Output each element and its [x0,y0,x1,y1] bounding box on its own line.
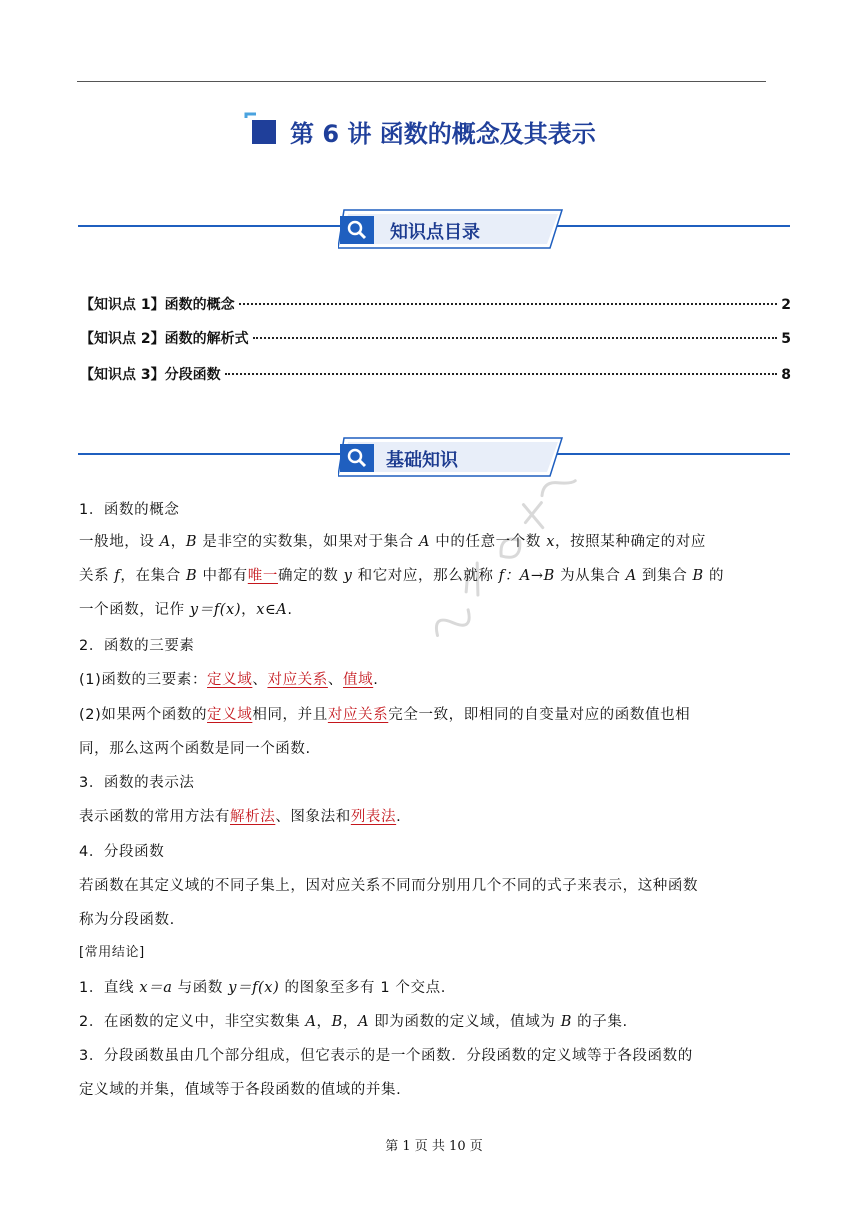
set-a: A [419,534,431,550]
text: 是非空的实数集，如果对于集合 [197,534,419,550]
elements-line-3: 同，那么这两个函数是同一个函数. [79,741,311,757]
text: 相同，并且 [252,707,328,723]
set-a: A [358,1014,370,1030]
text: ，按照某种确定的对应 [554,534,706,550]
text: . [373,672,379,688]
elements-line-2 [79,699,791,731]
definition-line-3 [79,594,791,626]
text: 为从集合 [554,568,626,584]
text: 和它对应，那么就称 [352,568,499,584]
function-notation: y＝f(x) [189,602,242,618]
text: 确定的数 [277,568,344,584]
text: . [287,602,293,618]
set-a: A [305,1014,317,1030]
toc-item-label: 【知识点 1】函数的概念 [80,297,235,313]
page-title: 第 6 讲 函数的概念及其表示 [290,120,596,148]
toc-item-3[interactable] [80,364,791,388]
representation-line [79,801,791,833]
keyword-tabular: 列表法 [350,809,397,825]
text: 到集合 [636,568,693,584]
text: 1．直线 [79,980,140,996]
set-b: B [560,1014,572,1030]
common-conclusions-label: [常用结论] [79,945,145,960]
heading-piecewise: 4．分段函数 [79,844,165,860]
toc-item-page: 2 [781,297,791,313]
heading-representation: 3．函数的表示法 [79,775,195,791]
set-b: B [692,568,704,584]
definition-line-2 [79,560,791,592]
toc-item-2[interactable] [80,328,791,352]
keyword-analytic: 解析法 [230,809,276,825]
text: ， [316,1014,332,1030]
text: ，在集合 [120,568,186,584]
toc-item-label: 【知识点 3】分段函数 [80,367,221,383]
set-a: A [159,534,171,550]
text: 中都有 [197,568,248,584]
text: 的 [703,568,725,584]
header-rule [77,81,766,82]
mapping: f：A→B [498,568,555,584]
set-b: B [185,534,198,550]
var-y: y [343,568,353,584]
text: (1)函数的三要素： [79,672,208,688]
keyword-domain: 定义域 [207,707,253,723]
function-notation: y＝f(x) [228,980,280,996]
keyword-range: 值域 [342,672,374,688]
text: . [396,809,402,825]
conclusion-3-line-2: 定义域的并集，值域等于各段函数的值域的并集. [79,1082,402,1098]
elements-line-1 [79,664,791,696]
toc-item-label: 【知识点 2】函数的解析式 [80,331,249,347]
title-square-icon [240,110,280,150]
toc-section-banner [78,208,790,252]
keyword-relation: 对应关系 [327,707,389,723]
text: 、 [252,672,268,688]
text: ， [241,602,257,618]
var-f: f [114,568,121,584]
text: 中的任意一个数 [430,534,547,550]
heading-three-elements: 2．函数的三要素 [79,638,195,654]
text: 的子集. [571,1014,628,1030]
var-x: x [546,534,555,550]
definition-line-1 [79,526,791,558]
keyword-unique: 唯一 [247,568,278,584]
toc-item-page: 5 [781,331,791,347]
conclusion-1 [79,972,791,1004]
text: 表示函数的常用方法有 [79,809,230,825]
piecewise-line-1: 若函数在其定义域的不同子集上，因对应关系不同而分别用几个不同的式子来表示，这种函数 [79,878,699,894]
set-b: B [331,1014,343,1030]
piecewise-line-2: 称为分段函数. [79,912,175,928]
text: ， [342,1014,358,1030]
text: 即为函数的定义域，值域为 [369,1014,561,1030]
toc-heading: 知识点目录 [390,222,480,243]
text: 的图象至多有 1 个交点. [279,980,446,996]
keyword-domain: 定义域 [207,672,253,688]
basics-section-banner [78,436,790,480]
toc-item-1[interactable] [80,294,791,318]
toc-leader [253,337,778,339]
toc-leader [225,373,778,375]
text: 一般地，设 [79,534,160,550]
page-footer: 第 1 页 共 10 页 [385,1139,483,1154]
set-a: A [625,568,637,584]
text: 完全一致，即相同的自变量对应的函数值也相 [388,707,691,723]
text: 关系 [79,568,115,584]
toc-item-page: 8 [781,367,791,383]
line-equation: x＝a [139,980,173,996]
text: (2)如果两个函数的 [79,707,208,723]
conclusion-2 [79,1006,791,1038]
basics-heading: 基础知识 [386,450,458,471]
text: 、图象法和 [275,809,351,825]
domain-condition: x∈A [256,602,288,618]
text: 、 [327,672,343,688]
text: 2．在函数的定义中，非空实数集 [79,1014,306,1030]
text: 与函数 [172,980,229,996]
text: ， [170,534,186,550]
set-b: B [186,568,198,584]
heading-function-concept: 1．函数的概念 [79,502,180,518]
toc-leader [239,303,778,305]
keyword-relation: 对应关系 [267,672,328,688]
text: 一个函数，记作 [79,602,190,618]
conclusion-3-line-1: 3．分段函数虽由几个部分组成，但它表示的是一个函数．分段函数的定义域等于各段函数的 [79,1048,693,1064]
title-block [240,110,660,150]
